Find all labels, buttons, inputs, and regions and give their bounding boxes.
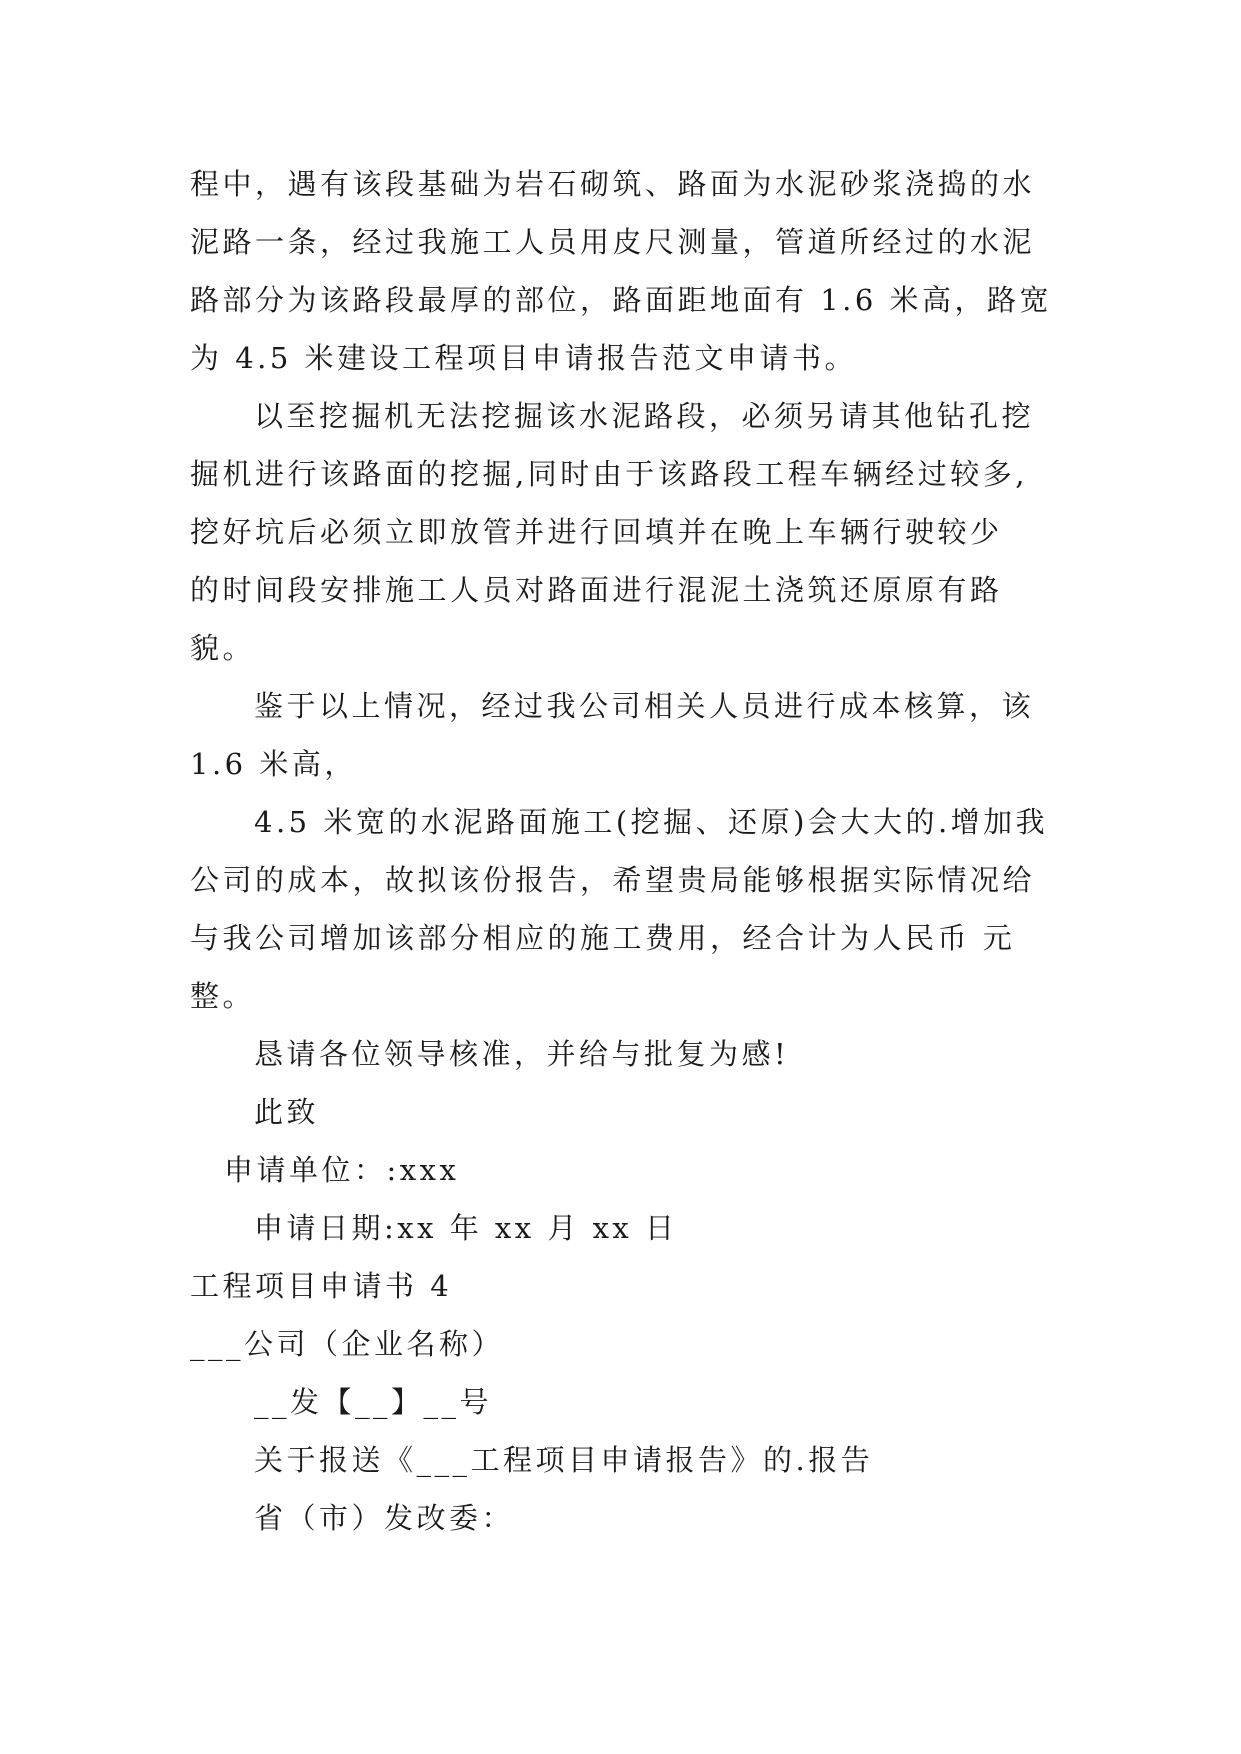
paragraph-3 <box>190 677 1050 793</box>
report-title: 关于报送《___工程项目申请报告》的.报告 <box>254 1443 874 1477</box>
recipient: 省（市）发改委： <box>254 1501 515 1535</box>
text-line: 以至挖掘机无法挖掘该水泥路段，必须另请其他钻孔挖 <box>254 399 1035 433</box>
paragraph-2 <box>190 387 1050 677</box>
text-line: 路部分为该路段最厚的部位，路面距地面有 1.6 米高，路宽 <box>190 283 1053 317</box>
closing-request: 恳请各位领导核准，并给与批复为感! <box>254 1037 790 1071</box>
text-line: 泥路一条，经过我施工人员用皮尺测量，管道所经过的水泥 <box>190 225 1036 259</box>
application-date: 申请日期:xx 年 xx 月 xx 日 <box>254 1211 678 1245</box>
company-line: ___公司（企业名称） <box>190 1327 505 1361</box>
text-line: 与我公司增加该部分相应的施工费用，经合计为人民币 元 <box>190 921 1016 955</box>
text-line: 1.6 米高， <box>190 747 357 781</box>
text-line: 貌。 <box>190 631 256 665</box>
paragraph-4 <box>190 793 1050 1025</box>
text-line: 鉴于以上情况，经过我公司相关人员进行成本核算，该 <box>254 689 1035 723</box>
text-line: 程中，遇有该段基础为岩石砌筑、路面为水泥砂浆浇捣的水 <box>190 167 1036 201</box>
document-body <box>190 155 1053 1547</box>
text-line: 的时间段安排施工人员对路面进行混泥土浇筑还原原有路 <box>190 573 1003 607</box>
text-line: 整。 <box>190 979 256 1013</box>
text-line: 掘机进行该路面的挖掘,同时由于该路段工程车辆经过较多, <box>190 457 1028 491</box>
paragraph-1 <box>190 155 1053 387</box>
section-title: 工程项目申请书 4 <box>190 1269 453 1303</box>
applicant-unit: 申请单位：:xxx <box>224 1153 460 1187</box>
text-line: 为 4.5 米建设工程项目申请报告范文申请书。 <box>190 341 858 375</box>
closing-salute: 此致 <box>254 1095 320 1129</box>
document-number: __发【__】__号 <box>254 1385 493 1419</box>
text-line: 4.5 米宽的水泥路面施工(挖掘、还原)会大大的.增加我 <box>254 805 1049 839</box>
text-line: 公司的成本，故拟该份报告，希望贵局能够根据实际情况给 <box>190 863 1036 897</box>
text-line: 挖好坑后必须立即放管并进行回填并在晚上车辆行驶较少 <box>190 515 1003 549</box>
